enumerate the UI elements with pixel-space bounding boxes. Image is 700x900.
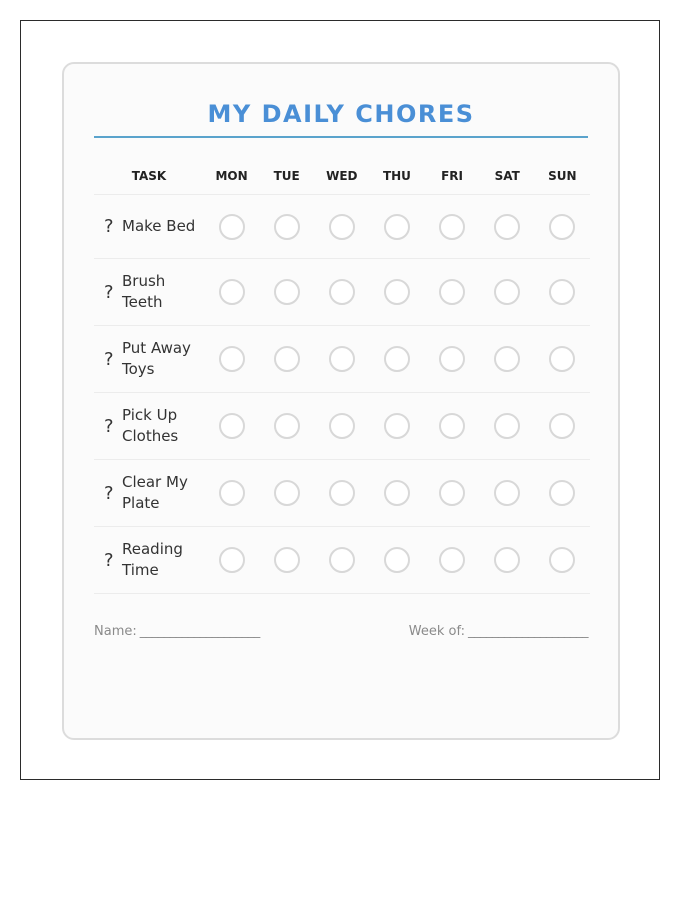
day-cell-thu (369, 214, 424, 240)
chore-checkbox-mon[interactable] (219, 413, 245, 439)
chore-checkbox-wed[interactable] (329, 279, 355, 305)
day-cell-fri (425, 413, 480, 439)
task-label: Put Away Toys (122, 339, 191, 378)
day-cell-sun (535, 480, 590, 506)
chore-checkbox-mon[interactable] (219, 214, 245, 240)
task-label: Make Bed (122, 217, 196, 235)
task-icon: ? (104, 216, 114, 237)
task-cell (94, 338, 204, 380)
name-label: Name: (94, 624, 137, 639)
day-cell-fri (425, 480, 480, 506)
chore-checkbox-wed[interactable] (329, 214, 355, 240)
chart-footer (94, 624, 588, 639)
title-divider (94, 136, 588, 138)
chore-rows (94, 195, 590, 594)
day-cell-wed (314, 480, 369, 506)
day-cell-wed (314, 214, 369, 240)
day-cell-tue (259, 413, 314, 439)
chore-checkbox-wed[interactable] (329, 547, 355, 573)
chore-checkbox-mon[interactable] (219, 279, 245, 305)
chore-checkbox-wed[interactable] (329, 346, 355, 372)
day-header-tue: TUE (273, 168, 300, 183)
day-cell-tue (259, 547, 314, 573)
page-frame (20, 20, 660, 780)
task-icon: ? (104, 415, 114, 437)
chore-chart-card (62, 62, 620, 740)
chore-checkbox-thu[interactable] (384, 413, 410, 439)
day-cell-sun (535, 346, 590, 372)
chore-row (94, 326, 590, 393)
day-header-wed: WED (326, 168, 358, 183)
chore-checkbox-sat[interactable] (494, 547, 520, 573)
task-cell (94, 271, 204, 313)
chore-checkbox-sun[interactable] (549, 279, 575, 305)
day-cell-mon (204, 413, 259, 439)
day-header-fri: FRI (441, 168, 464, 183)
day-cell-thu (369, 346, 424, 372)
task-icon: ? (104, 281, 114, 303)
day-cell-wed (314, 279, 369, 305)
chore-checkbox-sat[interactable] (494, 279, 520, 305)
task-label: Reading Time (122, 540, 183, 579)
day-cell-tue (259, 480, 314, 506)
day-cell-sat (480, 346, 535, 372)
day-cell-mon (204, 346, 259, 372)
chore-checkbox-tue[interactable] (274, 214, 300, 240)
day-cell-fri (425, 547, 480, 573)
chore-checkbox-fri[interactable] (439, 547, 465, 573)
chore-checkbox-sat[interactable] (494, 346, 520, 372)
chore-checkbox-tue[interactable] (274, 413, 300, 439)
week-field (409, 624, 588, 639)
day-cell-wed (314, 346, 369, 372)
day-cell-sat (480, 547, 535, 573)
day-cell-sat (480, 214, 535, 240)
task-cell (94, 405, 204, 447)
chore-checkbox-mon[interactable] (219, 480, 245, 506)
day-cell-sat (480, 413, 535, 439)
task-label: Brush Teeth (122, 272, 166, 311)
chore-checkbox-sat[interactable] (494, 480, 520, 506)
chore-row (94, 259, 590, 326)
task-icon: ? (104, 348, 114, 370)
day-cell-tue (259, 279, 314, 305)
chore-table (94, 157, 590, 594)
chore-checkbox-wed[interactable] (329, 413, 355, 439)
day-cell-fri (425, 279, 480, 305)
chore-checkbox-thu[interactable] (384, 214, 410, 240)
day-header-thu: THU (382, 168, 411, 183)
name-blank-line[interactable]: ____________________ (139, 624, 260, 639)
day-cell-thu (369, 547, 424, 573)
chore-checkbox-fri[interactable] (439, 279, 465, 305)
chore-checkbox-wed[interactable] (329, 480, 355, 506)
chore-checkbox-sun[interactable] (549, 547, 575, 573)
chore-checkbox-tue[interactable] (274, 480, 300, 506)
task-label: Pick Up Clothes (122, 406, 179, 445)
week-blank-line[interactable]: ____________________ (468, 624, 588, 639)
day-cell-thu (369, 480, 424, 506)
chore-checkbox-sun[interactable] (549, 413, 575, 439)
chore-checkbox-tue[interactable] (274, 279, 300, 305)
chore-checkbox-sun[interactable] (549, 346, 575, 372)
task-label: Clear My Plate (122, 473, 188, 512)
day-header-mon: MON (215, 168, 248, 183)
chore-checkbox-thu[interactable] (384, 547, 410, 573)
day-cell-sun (535, 547, 590, 573)
day-cell-thu (369, 279, 424, 305)
chore-checkbox-thu[interactable] (384, 480, 410, 506)
chore-checkbox-mon[interactable] (219, 547, 245, 573)
chore-checkbox-sat[interactable] (494, 413, 520, 439)
chore-checkbox-tue[interactable] (274, 346, 300, 372)
chore-checkbox-fri[interactable] (439, 480, 465, 506)
task-cell (94, 216, 204, 237)
week-label: Week of: (408, 624, 465, 639)
day-cell-mon (204, 279, 259, 305)
task-icon: ? (104, 482, 114, 504)
chore-row (94, 195, 590, 259)
task-icon: ? (104, 549, 114, 571)
chore-row (94, 393, 590, 460)
day-cell-mon (204, 480, 259, 506)
chore-checkbox-fri[interactable] (439, 214, 465, 240)
day-cell-wed (314, 413, 369, 439)
chore-checkbox-sun[interactable] (549, 480, 575, 506)
chart-title: MY DAILY CHORES (207, 100, 475, 128)
day-cell-sat (480, 480, 535, 506)
table-header-row (94, 157, 590, 195)
chore-checkbox-sun[interactable] (549, 214, 575, 240)
task-column-header: TASK (131, 168, 167, 183)
task-cell (94, 539, 204, 581)
day-cell-sat (480, 279, 535, 305)
chore-row (94, 460, 590, 527)
day-header-sun: SUN (548, 168, 577, 183)
day-cell-sun (535, 279, 590, 305)
day-cell-sun (535, 214, 590, 240)
day-cell-thu (369, 413, 424, 439)
day-header-sat: SAT (494, 168, 520, 183)
day-cell-mon (204, 547, 259, 573)
day-cell-tue (259, 214, 314, 240)
day-cell-sun (535, 413, 590, 439)
day-cell-fri (425, 214, 480, 240)
chore-checkbox-tue[interactable] (274, 547, 300, 573)
day-cell-fri (425, 346, 480, 372)
chore-row (94, 527, 590, 594)
task-cell (94, 472, 204, 514)
day-cell-tue (259, 346, 314, 372)
chore-checkbox-fri[interactable] (439, 346, 465, 372)
name-field (94, 624, 260, 639)
day-cell-mon (204, 214, 259, 240)
chore-checkbox-thu[interactable] (384, 346, 410, 372)
chore-checkbox-thu[interactable] (384, 279, 410, 305)
chore-checkbox-fri[interactable] (439, 413, 465, 439)
chore-checkbox-mon[interactable] (219, 346, 245, 372)
day-cell-wed (314, 547, 369, 573)
chore-checkbox-sat[interactable] (494, 214, 520, 240)
